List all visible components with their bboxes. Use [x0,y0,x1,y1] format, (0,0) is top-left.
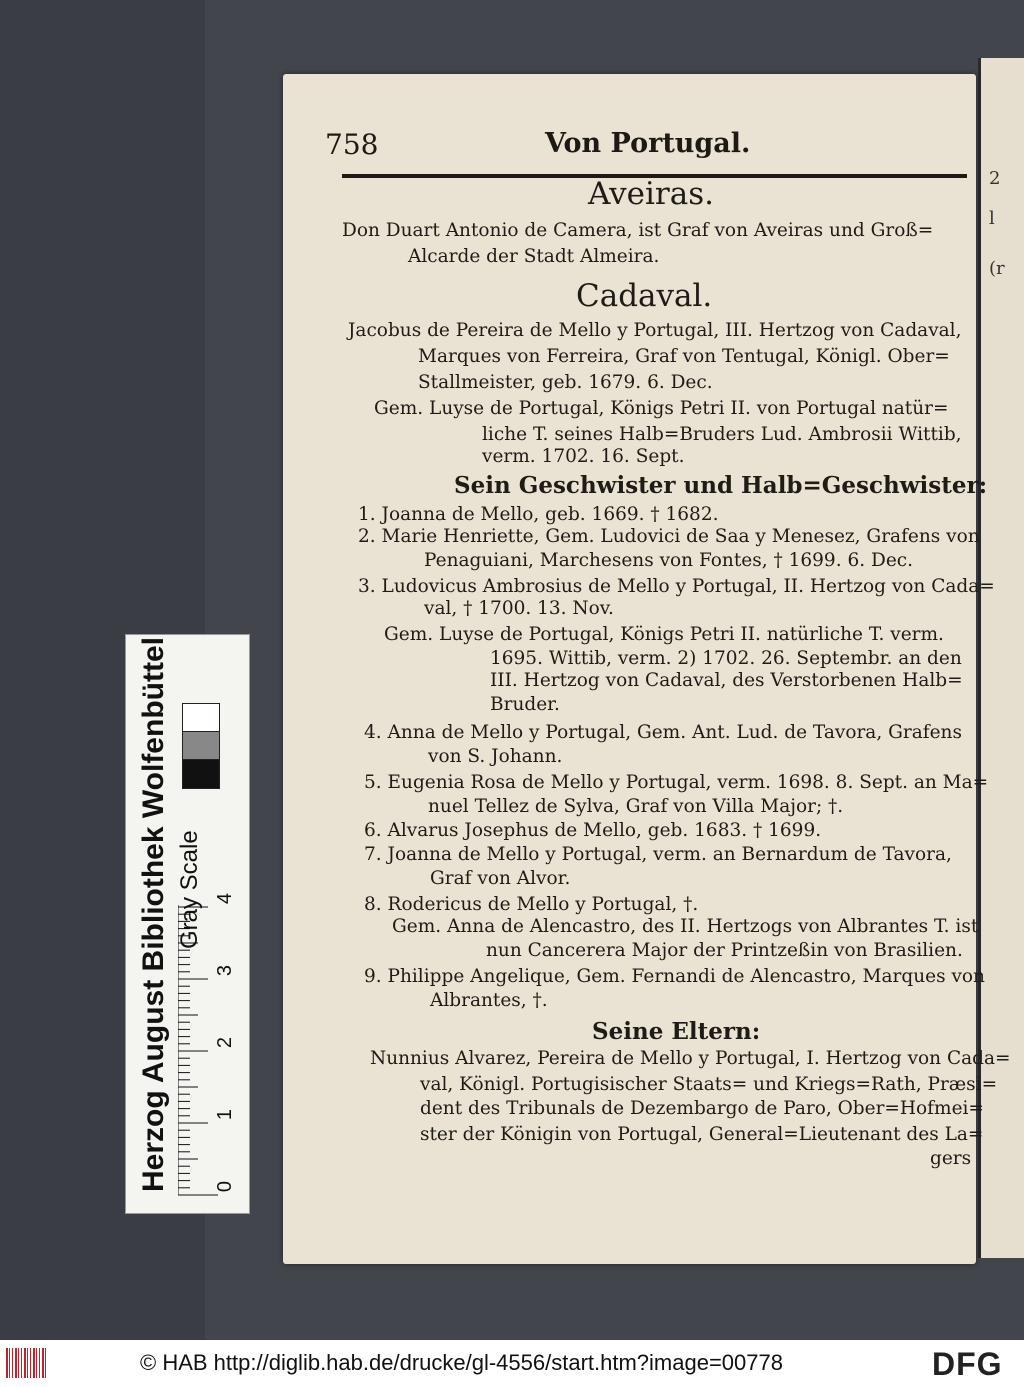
text-line: 8. Rodericus de Mello y Portugal, †. [364,894,699,915]
ruler-number: 2 [214,1036,237,1049]
color-calibration-card [125,634,250,1214]
swatch-gray [182,731,220,761]
text-line: Graf von Alvor. [430,868,571,889]
text-line: Gem. Luyse de Portugal, Königs Petri II. von Portugal natür= [374,398,949,419]
footer-bar [0,1340,1024,1387]
text-line: 7. Joanna de Mello y Portugal, verm. an Bernardum de Tavora, [364,844,952,865]
text-line: nuel Tellez de Sylva, Graf von Villa Major; †. [428,796,844,817]
text-line: 9. Philippe Angelique, Gem. Fernandi de Alencastro, Marques von [364,966,985,987]
dfg-logo: DFG [932,1346,1003,1382]
text-line: III. Hertzog von Cadaval, des Verstorbenen Halb= [490,670,963,691]
text-line: Penaguiani, Marchesens von Fontes, † 1699. 6. Dec. [424,550,914,571]
text-line: Gem. Anna de Alencastro, des II. Hertzogs von Albrantes T. ist [392,916,979,937]
section-title-siblings: Sein Geschwister und Halb=Geschwister: [454,472,988,499]
section-title-cadaval: Cadaval. [576,278,713,314]
text-line: gers [930,1148,972,1169]
ruler-number: 3 [214,964,237,977]
section-title-parents: Seine Eltern: [592,1018,761,1045]
text-line: Jacobus de Pereira de Mello y Portugal, III. Hertzog von Cadaval, [348,320,962,341]
ruler-ticks [178,905,218,1205]
text-line: Albrantes, †. [430,990,548,1011]
ruler-number: 0 [214,1180,237,1193]
text-line: Bruder. [490,694,560,715]
text-line: val, Königl. Portugisischer Staats= und Kriegs=Rath, Præsi= [420,1074,998,1095]
text-line: verm. 1702. 16. Sept. [482,446,685,467]
text-line: Nunnius Alvarez, Pereira de Mello y Portugal, I. Hertzog von Cada= [370,1048,1011,1069]
text-line: von S. Johann. [428,746,563,767]
barcode-icon [6,1348,46,1378]
gray-scale-label: Gray Scale [176,830,203,949]
text-line: 6. Alvarus Josephus de Mello, geb. 1683. † 1699. [364,820,822,841]
page-header [325,128,965,168]
text-line: 1695. Wittib, verm. 2) 1702. 26. Septembr. an den [490,648,962,669]
text-line: Gem. Luyse de Portugal, Königs Petri II. natürliche T. verm. [384,624,944,645]
text-line: Don Duart Antonio de Camera, ist Graf von Aveiras und Groß= [342,220,934,241]
text-line: 1. Joanna de Mello, geb. 1669. † 1682. [358,504,719,525]
text-line: Marques von Ferreira, Graf von Tentugal, Königl. Ober= [418,346,950,367]
ruler-number: 4 [214,892,237,905]
text-line: Stallmeister, geb. 1679. 6. Dec. [418,372,713,393]
text-line: Alcarde der Stadt Almeira. [408,246,660,267]
adjacent-page-edge: 2 l (r [978,58,1024,1258]
text-line: 3. Ludovicus Ambrosius de Mello y Portugal, II. Hertzog von Cada= [358,576,995,597]
section-title-aveiras: Aveiras. [588,176,714,212]
text-line: 5. Eugenia Rosa de Mello y Portugal, verm. 1698. 8. Sept. an Ma= [364,772,989,793]
text-line: val, † 1700. 13. Nov. [424,598,614,619]
swatch-white [182,703,220,733]
ruler-number: 1 [214,1108,237,1121]
text-line: nun Cancerera Major der Printzeßin von Brasilien. [486,940,963,961]
mm-ruler [178,892,238,1205]
text-line: 4. Anna de Mello y Portugal, Gem. Ant. Lud. de Tavora, Grafens [364,722,962,743]
running-title: Von Portugal. [545,128,751,159]
text-line: 2. Marie Henriette, Gem. Ludovici de Saa y Menesez, Grafens von [358,526,980,547]
text-line: liche T. seines Halb=Bruders Lud. Ambrosii Wittib, [482,424,962,445]
text-line: dent des Tribunals de Dezembargo de Paro, Ober=Hofmei= [420,1098,984,1119]
page-number: 758 [325,128,379,161]
library-label: Herzog August Bibliothek Wolfenbüttel [137,637,170,1192]
text-line: ster der Königin von Portugal, General=Lieutenant des La= [420,1124,984,1145]
credit-link[interactable]: © HAB http://diglib.hab.de/drucke/gl-4556/start.htm?image=00778 [140,1350,783,1375]
swatch-black [182,759,220,789]
